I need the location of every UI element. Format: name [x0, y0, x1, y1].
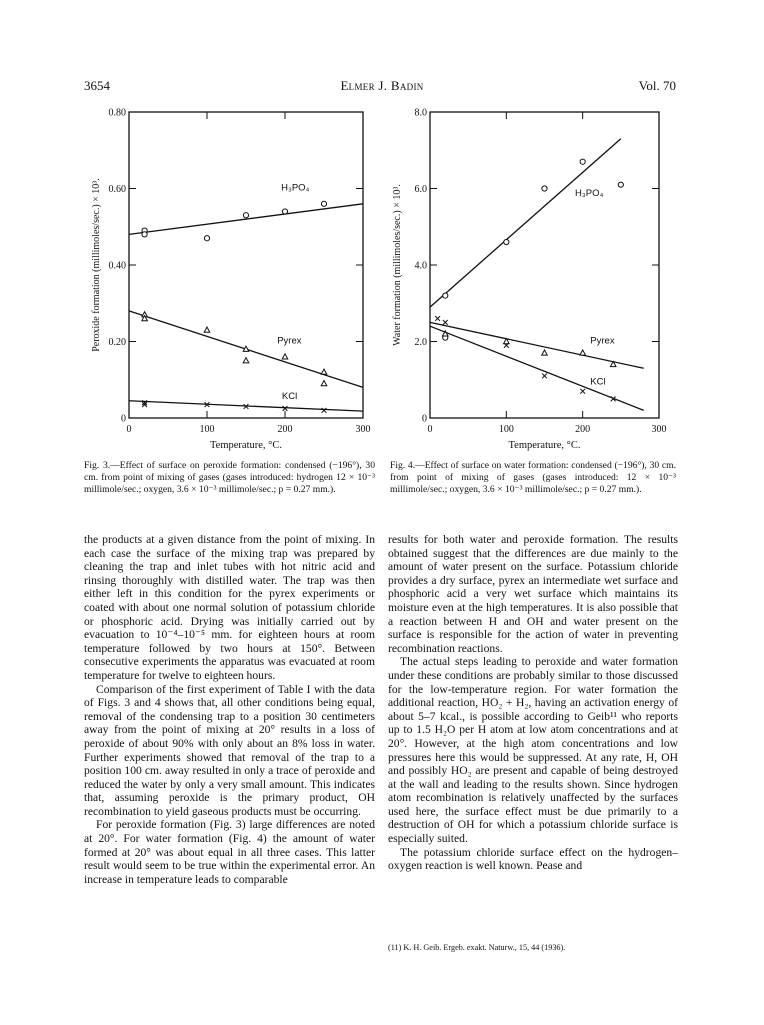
- figure-4-caption: Fig. 4.—Effect of surface on water formation: condensed (−196°), 30 cm. from point of mixing of gases (gases introduced: 12 × 10⁻³ millimole/sec.; oxygen, 3.6 × 10⁻³ millimole/sec.; p = 0.27 mm.).: [390, 460, 676, 495]
- left-text-column: [84, 533, 375, 886]
- y-tick-label: 0: [422, 413, 427, 425]
- data-point-circle: [542, 186, 547, 191]
- series-label: H₃PO₄: [575, 188, 604, 200]
- data-point-circle: [443, 293, 448, 298]
- y-tick-label: 4.0: [414, 260, 427, 272]
- data-point-circle: [321, 201, 326, 206]
- x-tick-label: 200: [277, 424, 293, 435]
- paragraph: Comparison of the first experiment of Table I with the data of Figs. 3 and 4 shows that, all other conditions being equal, removal of the condensing trap to a position 30 centimeters away from the point of mixing at 20° results in a loss of peroxide of about 90% with only about an 8% loss in water. Further experiments showed that removal of the trap to a position 100 cm. away resulted in only a trace of peroxide and reduced the water by only a very small amount. This indicates that, assuming peroxide is the primary product, OH recombination to yield gaseous products must be occurring.: [84, 682, 375, 818]
- y-tick-label: 0.80: [108, 107, 126, 119]
- figure-3-caption: Fig. 3.—Effect of surface on peroxide formation: condensed (−196°), 30 cm. from point of mixing of gases (gases introduced: hydrogen 12 × 10⁻³ millimole/sec.; oxygen, 3.6 × 10⁻³ millimole/sec.; p = 0.27 mm.).: [84, 460, 375, 495]
- y-tick-label: 0.60: [108, 184, 126, 195]
- paragraph: The potassium chloride surface effect on the hydrogen–oxygen reaction is well known. Pease and: [388, 845, 678, 873]
- data-point-cross: [283, 406, 288, 411]
- data-point-circle: [618, 182, 623, 187]
- series-label: KCl: [281, 390, 298, 402]
- y-tick-label: 2.0: [414, 337, 427, 348]
- data-point-triangle: [204, 327, 210, 332]
- series-label: Pyrex: [277, 335, 302, 347]
- x-axis-label: Temperature, °C.: [210, 440, 282, 451]
- x-axis-label: Temperature, °C.: [508, 440, 581, 451]
- x-tick-label: 100: [199, 424, 215, 435]
- data-point-circle: [204, 236, 209, 241]
- paragraph: The actual steps leading to peroxide and water formation under these conditions are probably similar to those discussed for the low-temperature region. For water formation the additional reaction, HO₂ + H₂, having an activation energy of about 5–7 kcal., is possible according to Geib¹¹ who reports up to 1.5 H₂O per H atom at low atom concentrations and at 20°. However, at the high atom concentrations and low pressures here this would be suppressed. At any rate, H, OH and possibly HO₂ are present and capable of being destroyed at the wall and leading to the results shown. Since hydrogen atom recombination is relatively unaffected by the surfaces used here, the surface effect must be due primarily to a destruction of OH for which a potassium chloride surface is especially suited.: [388, 655, 678, 846]
- right-text-column: [388, 533, 678, 873]
- figure-4-chart: [388, 100, 678, 458]
- series-label: H₃PO₄: [281, 182, 310, 194]
- y-tick-label: 0.20: [108, 337, 126, 348]
- footnote: (11) K. H. Geib. Ergeb. exakt. Naturw., 15, 44 (1936).: [388, 943, 566, 952]
- data-point-triangle: [321, 381, 327, 386]
- data-point-triangle: [243, 346, 249, 351]
- paragraph: For peroxide formation (Fig. 3) large differences are noted at 20°. For water formation (Fig. 4) the amount of water formed at 20° was about equal in all three cases. This latter result would seem to be true within the experimental error. An increase in temperature leads to comparable: [84, 818, 375, 886]
- data-point-triangle: [580, 350, 586, 355]
- data-point-circle: [504, 239, 509, 244]
- y-tick-label: 0.40: [108, 260, 126, 272]
- h3po4-fit-line: [430, 139, 621, 307]
- paragraph: results for both water and peroxide formation. The results obtained suggest that the differences are due mainly to the amount of water present on the surface. Potassium chloride provides a dry surface, pyrex an intermediate wet surface and phosphoric acid a very wet surface which maintains its moisture even at the high temperatures. It is also possible that a reaction between H and OH and water present on the surface is responsible for the action of water in preventing recombination reactions.: [388, 533, 678, 655]
- data-point-circle: [243, 213, 248, 218]
- series-label: KCl: [590, 376, 606, 388]
- data-point-triangle: [321, 369, 327, 374]
- y-tick-label: 0: [121, 413, 126, 425]
- series-label: Pyrex: [590, 335, 615, 347]
- volume-label: Vol. 70: [638, 78, 676, 93]
- page-number: 3654: [84, 78, 110, 93]
- y-axis-label: Water formation (millimoles/sec.) × 10³.: [392, 184, 403, 346]
- data-point-triangle: [282, 354, 288, 359]
- data-point-triangle: [542, 350, 548, 355]
- data-point-cross: [580, 389, 585, 394]
- data-point-cross: [542, 374, 547, 379]
- y-tick-label: 8.0: [414, 107, 427, 119]
- data-point-cross: [443, 320, 448, 325]
- running-author: Elmer J. Badin: [340, 78, 424, 93]
- data-point-circle: [142, 232, 147, 237]
- y-axis-label: Peroxide formation (millimoles/sec.) × 10³.: [91, 178, 102, 352]
- paragraph: the products at a given distance from the point of mixing. In each case the surface of the mixing trap was prepared by cleaning the trap and inlet tubes with hot nitric acid and rinsing thoroughly with distilled water. The trap was then either left in this condition for the pyrex experiments or coated with about one normal solution of potassium chloride or phosphoric acid. Drying was initially carried out by evacuation to 10⁻⁴–10⁻⁵ mm. for eighteen hours at room temperature followed by two hours at 150°. Between consecutive experiments the apparatus was evacuated at room temperature for twelve to eighteen hours.: [84, 533, 375, 682]
- x-tick-label: 0: [126, 424, 132, 435]
- data-point-circle: [282, 209, 287, 214]
- x-tick-label: 200: [575, 424, 591, 435]
- data-point-triangle: [243, 358, 249, 363]
- x-tick-label: 300: [651, 424, 667, 435]
- x-tick-label: 0: [427, 424, 433, 435]
- data-point-cross: [435, 316, 440, 321]
- h3po4-fit-line: [129, 204, 363, 235]
- data-point-cross: [322, 408, 327, 413]
- plot-frame: [129, 112, 363, 418]
- y-tick-label: 6.0: [414, 184, 427, 195]
- plot-frame: [430, 112, 659, 418]
- x-tick-label: 100: [498, 424, 514, 435]
- figure-3-chart: [80, 100, 380, 458]
- data-point-circle: [580, 159, 585, 164]
- x-tick-label: 300: [355, 424, 371, 435]
